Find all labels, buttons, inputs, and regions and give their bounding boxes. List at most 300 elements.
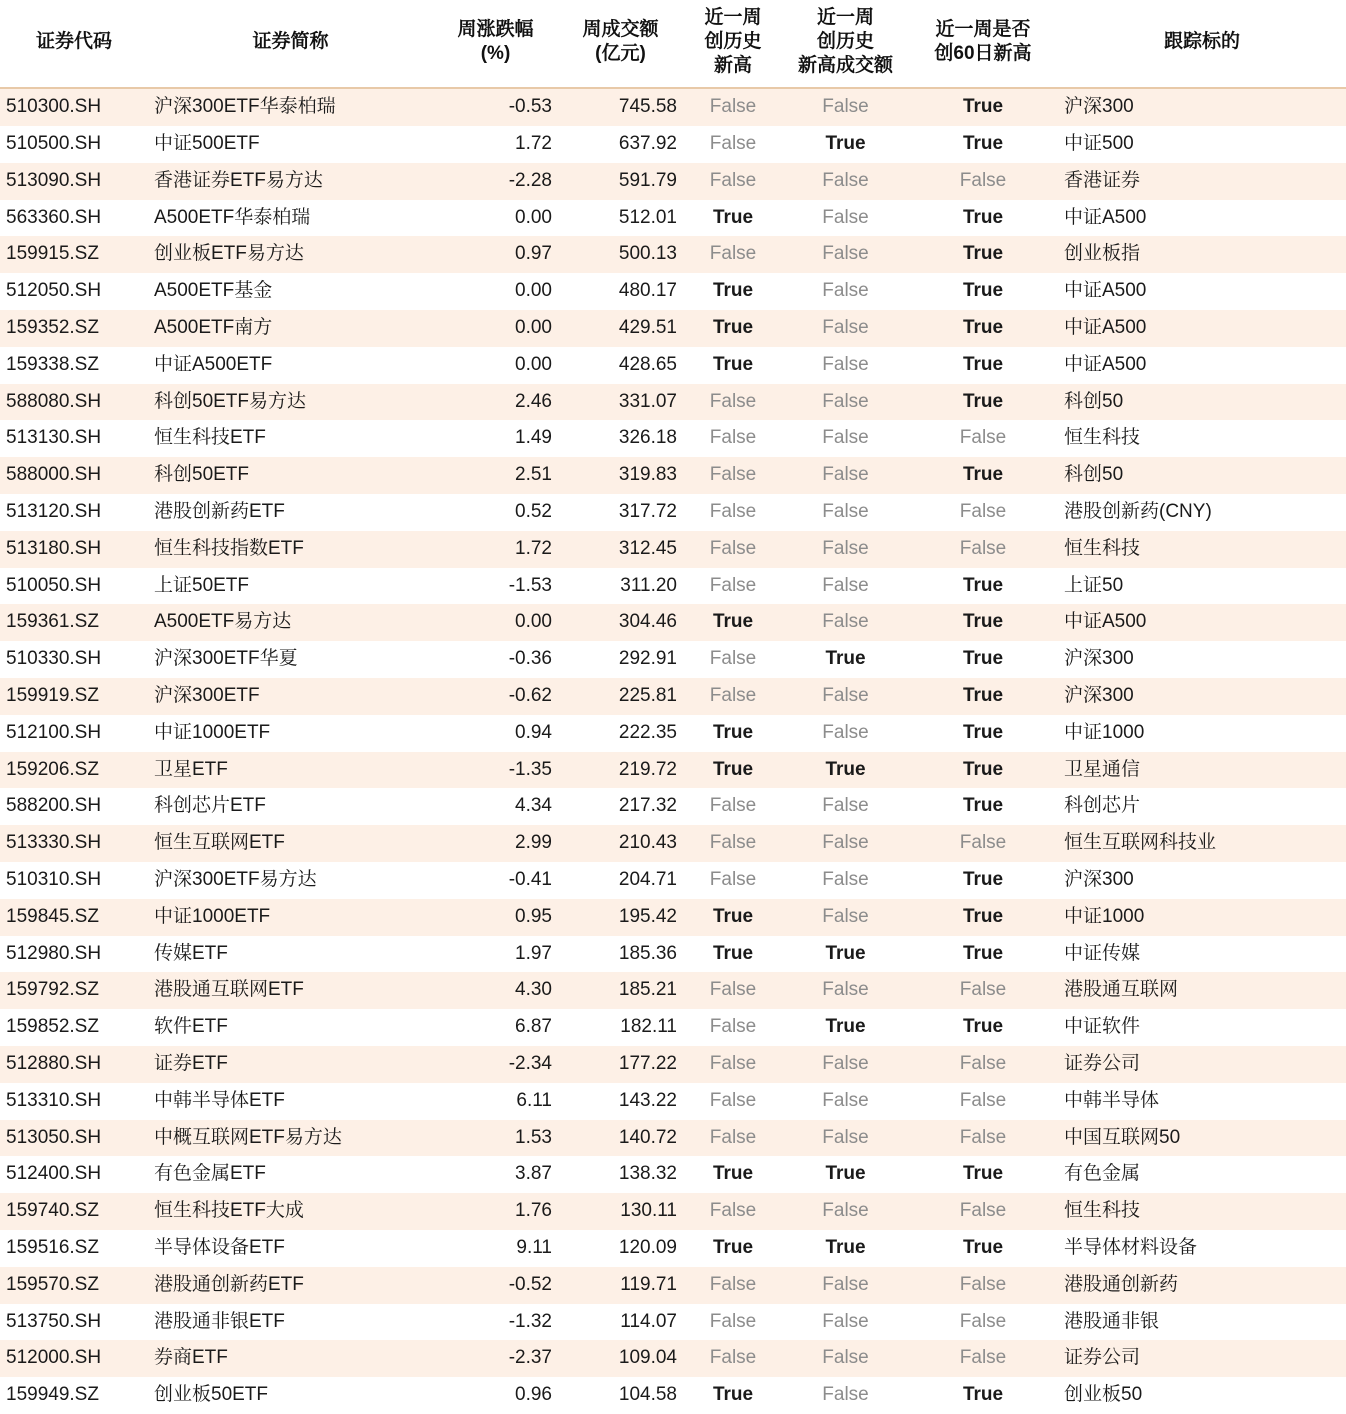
table-row <box>0 1304 1346 1341</box>
cell-record-high-value: False <box>709 574 757 596</box>
table-row <box>0 310 1346 347</box>
cell-60day-high <box>908 972 1058 1009</box>
cell-weekly-change: 0.95 <box>433 899 558 936</box>
cell-security-code: 510050.SH <box>0 568 148 605</box>
cell-security-name: 沪深300ETF易方达 <box>148 862 433 899</box>
cell-record-high-turnover <box>783 678 908 715</box>
cell-60day-high-value: True <box>962 243 1004 265</box>
cell-60day-high-value: False <box>959 427 1007 449</box>
cell-record-high-turnover <box>783 457 908 494</box>
cell-60day-high <box>908 641 1058 678</box>
cell-record-high-turnover <box>783 163 908 200</box>
cell-60day-high-value: False <box>959 537 1007 559</box>
table-header-row <box>0 0 1346 88</box>
cell-record-high-value: True <box>712 1236 754 1258</box>
cell-tracking-index: 中证传媒 <box>1058 936 1346 973</box>
cell-60day-high-value: True <box>962 280 1004 302</box>
cell-60day-high <box>908 1193 1058 1230</box>
cell-60day-high-value: False <box>959 1126 1007 1148</box>
cell-record-high-turnover <box>783 420 908 457</box>
table-row <box>0 88 1346 126</box>
cell-record-high-turnover <box>783 1009 908 1046</box>
cell-60day-high-value: True <box>962 758 1004 780</box>
cell-60day-high <box>908 273 1058 310</box>
column-header-name-label: 证券简称 <box>252 30 329 52</box>
cell-tracking-index: 中韩半导体 <box>1058 1083 1346 1120</box>
cell-60day-high <box>908 88 1058 126</box>
table-row <box>0 200 1346 237</box>
cell-60day-high <box>908 899 1058 936</box>
cell-record-high <box>683 568 783 605</box>
cell-weekly-change: 0.00 <box>433 200 558 237</box>
cell-weekly-turnover: 219.72 <box>558 752 683 789</box>
cell-security-code: 510500.SH <box>0 126 148 163</box>
cell-record-high-value: True <box>712 353 754 375</box>
cell-weekly-change: 1.49 <box>433 420 558 457</box>
cell-60day-high-value: False <box>959 832 1007 854</box>
cell-weekly-turnover: 185.21 <box>558 972 683 1009</box>
table-row <box>0 1009 1346 1046</box>
cell-60day-high-value: False <box>959 1347 1007 1369</box>
cell-record-high-turnover <box>783 236 908 273</box>
cell-weekly-change: 1.97 <box>433 936 558 973</box>
cell-record-high-turnover <box>783 899 908 936</box>
cell-weekly-turnover: 204.71 <box>558 862 683 899</box>
cell-record-high-turnover <box>783 604 908 641</box>
table-row <box>0 1193 1346 1230</box>
cell-record-high-turnover <box>783 1083 908 1120</box>
cell-record-high-turnover-value: False <box>822 795 869 817</box>
table-row <box>0 236 1346 273</box>
cell-record-high <box>683 200 783 237</box>
cell-60day-high-value: True <box>962 317 1004 339</box>
cell-tracking-index: 沪深300 <box>1058 678 1346 715</box>
table-row <box>0 862 1346 899</box>
cell-record-high-turnover-value: False <box>822 206 869 228</box>
cell-weekly-turnover: 185.36 <box>558 936 683 973</box>
table-row <box>0 568 1346 605</box>
cell-record-high-turnover <box>783 972 908 1009</box>
table-row <box>0 1230 1346 1267</box>
cell-record-high-turnover <box>783 200 908 237</box>
cell-record-high-value: False <box>709 979 757 1001</box>
cell-weekly-turnover: 428.65 <box>558 347 683 384</box>
cell-60day-high-value: True <box>962 611 1004 633</box>
cell-security-code: 512100.SH <box>0 715 148 752</box>
cell-tracking-index: 有色金属 <box>1058 1156 1346 1193</box>
cell-tracking-index: 沪深300 <box>1058 862 1346 899</box>
cell-60day-high-value: True <box>962 574 1004 596</box>
cell-record-high <box>683 494 783 531</box>
cell-record-high-turnover-value: False <box>822 390 869 412</box>
cell-60day-high <box>908 163 1058 200</box>
cell-60day-high-value: False <box>959 1273 1007 1295</box>
cell-record-high-value: False <box>709 648 757 670</box>
cell-60day-high-value: True <box>962 464 1004 486</box>
cell-record-high-turnover-value: True <box>825 1236 866 1258</box>
cell-record-high-turnover-value: False <box>822 574 869 596</box>
cell-60day-high <box>908 1083 1058 1120</box>
cell-security-code: 159845.SZ <box>0 899 148 936</box>
cell-record-high <box>683 899 783 936</box>
cell-60day-high-value: True <box>962 905 1004 927</box>
cell-weekly-change: 1.72 <box>433 531 558 568</box>
cell-weekly-change: -0.36 <box>433 641 558 678</box>
cell-security-code: 512980.SH <box>0 936 148 973</box>
cell-record-high-value: False <box>709 390 757 412</box>
cell-security-name: 科创50ETF易方达 <box>148 384 433 421</box>
cell-record-high-value: False <box>709 685 757 706</box>
cell-tracking-index: 证券公司 <box>1058 1340 1346 1377</box>
cell-record-high-turnover-value: False <box>822 1273 869 1295</box>
cell-tracking-index: 港股通非银 <box>1058 1304 1346 1341</box>
cell-weekly-change: 1.76 <box>433 1193 558 1230</box>
cell-security-code: 513050.SH <box>0 1120 148 1157</box>
cell-tracking-index: 香港证券 <box>1058 163 1346 200</box>
cell-weekly-turnover: 140.72 <box>558 1120 683 1157</box>
cell-record-high <box>683 936 783 973</box>
cell-security-code: 159206.SZ <box>0 752 148 789</box>
cell-weekly-turnover: 138.32 <box>558 1156 683 1193</box>
cell-security-name: 恒生科技ETF <box>148 420 433 457</box>
cell-security-name: 港股通创新药ETF <box>148 1267 433 1304</box>
cell-record-high <box>683 236 783 273</box>
cell-security-code: 159919.SZ <box>0 678 148 715</box>
cell-weekly-turnover: 120.09 <box>558 1230 683 1267</box>
cell-security-name: 有色金属ETF <box>148 1156 433 1193</box>
cell-record-high-turnover <box>783 88 908 126</box>
cell-security-name: A500ETF华泰柏瑞 <box>148 200 433 237</box>
cell-tracking-index: 恒生互联网科技业 <box>1058 825 1346 862</box>
cell-record-high-turnover <box>783 568 908 605</box>
table-row <box>0 788 1346 825</box>
cell-weekly-change: 1.53 <box>433 1120 558 1157</box>
cell-record-high-turnover-value: False <box>822 832 869 854</box>
cell-security-code: 510310.SH <box>0 862 148 899</box>
cell-weekly-turnover: 177.22 <box>558 1046 683 1083</box>
cell-weekly-turnover: 637.92 <box>558 126 683 163</box>
cell-security-name: 沪深300ETF <box>148 678 433 715</box>
cell-record-high-value: True <box>712 206 754 228</box>
cell-weekly-turnover: 500.13 <box>558 236 683 273</box>
cell-tracking-index: 中证软件 <box>1058 1009 1346 1046</box>
cell-record-high-turnover-value: False <box>822 317 869 339</box>
cell-security-name: A500ETF基金 <box>148 273 433 310</box>
cell-60day-high-value: False <box>959 1310 1007 1332</box>
table-row <box>0 1120 1346 1157</box>
cell-tracking-index: 半导体材料设备 <box>1058 1230 1346 1267</box>
cell-weekly-change: 0.00 <box>433 347 558 384</box>
cell-record-high-value: False <box>709 169 757 191</box>
cell-record-high-turnover-value: False <box>822 721 869 743</box>
cell-weekly-change: -0.53 <box>433 88 558 126</box>
cell-tracking-index: 恒生科技 <box>1058 420 1346 457</box>
table-row <box>0 1046 1346 1083</box>
cell-security-name: 科创50ETF <box>148 457 433 494</box>
table-row <box>0 972 1346 1009</box>
cell-record-high-value: False <box>709 868 757 890</box>
cell-60day-high-value: True <box>962 795 1004 817</box>
cell-record-high-value: True <box>712 280 754 302</box>
column-header-tracking-index: 跟踪标的 <box>1058 0 1346 88</box>
cell-tracking-index: 科创50 <box>1058 384 1346 421</box>
cell-weekly-change: 0.52 <box>433 494 558 531</box>
cell-record-high-value: True <box>712 1163 754 1185</box>
cell-record-high-turnover-value: False <box>822 611 869 633</box>
cell-weekly-change: 2.99 <box>433 825 558 862</box>
cell-60day-high-value: False <box>959 979 1007 1001</box>
cell-60day-high <box>908 1120 1058 1157</box>
cell-weekly-turnover: 104.58 <box>558 1377 683 1414</box>
cell-record-high <box>683 1230 783 1267</box>
cell-weekly-turnover: 745.58 <box>558 88 683 126</box>
cell-weekly-change: 0.00 <box>433 604 558 641</box>
cell-weekly-turnover: 292.91 <box>558 641 683 678</box>
cell-weekly-turnover: 326.18 <box>558 420 683 457</box>
cell-weekly-turnover: 182.11 <box>558 1009 683 1046</box>
cell-record-high-value: False <box>709 427 757 449</box>
cell-record-high-value: False <box>709 1200 757 1222</box>
cell-record-high-turnover <box>783 1340 908 1377</box>
cell-60day-high <box>908 200 1058 237</box>
cell-security-name: 中概互联网ETF易方达 <box>148 1120 433 1157</box>
cell-60day-high <box>908 531 1058 568</box>
table-row <box>0 825 1346 862</box>
cell-tracking-index: 卫星通信 <box>1058 752 1346 789</box>
cell-security-code: 513180.SH <box>0 531 148 568</box>
cell-record-high-value: False <box>709 1016 757 1038</box>
cell-record-high-turnover-value: False <box>822 427 869 449</box>
cell-weekly-change: 0.00 <box>433 310 558 347</box>
cell-record-high-value: False <box>709 1273 757 1295</box>
cell-tracking-index: 创业板指 <box>1058 236 1346 273</box>
cell-record-high <box>683 752 783 789</box>
cell-record-high-turnover-value: False <box>822 501 869 523</box>
cell-record-high <box>683 310 783 347</box>
cell-record-high-value: True <box>712 721 754 743</box>
cell-record-high <box>683 1083 783 1120</box>
cell-security-name: 恒生科技指数ETF <box>148 531 433 568</box>
cell-record-high <box>683 1009 783 1046</box>
cell-weekly-change: 2.46 <box>433 384 558 421</box>
cell-60day-high-value: True <box>962 942 1004 964</box>
cell-60day-high <box>908 457 1058 494</box>
cell-record-high-turnover-value: False <box>822 243 869 265</box>
table-row <box>0 347 1346 384</box>
cell-security-code: 159949.SZ <box>0 1377 148 1414</box>
cell-60day-high-value: False <box>959 1089 1007 1111</box>
cell-60day-high-value: True <box>962 648 1004 670</box>
cell-60day-high-value: False <box>959 501 1007 523</box>
cell-weekly-turnover: 319.83 <box>558 457 683 494</box>
cell-record-high-turnover <box>783 347 908 384</box>
cell-weekly-change: -0.62 <box>433 678 558 715</box>
cell-security-name: 恒生互联网ETF <box>148 825 433 862</box>
cell-record-high-turnover <box>783 862 908 899</box>
column-header-weekly-change: 周涨跌幅 (%) <box>433 0 558 88</box>
table-row <box>0 604 1346 641</box>
cell-security-code: 159352.SZ <box>0 310 148 347</box>
cell-record-high <box>683 678 783 715</box>
cell-record-high-turnover-value: True <box>825 648 866 670</box>
cell-record-high-turnover-value: False <box>822 868 869 890</box>
cell-security-code: 563360.SH <box>0 200 148 237</box>
table-body <box>0 88 1346 1414</box>
cell-60day-high <box>908 126 1058 163</box>
cell-security-name: 券商ETF <box>148 1340 433 1377</box>
cell-60day-high-value: True <box>962 685 1004 706</box>
cell-security-name: 中证1000ETF <box>148 899 433 936</box>
cell-tracking-index: 科创芯片 <box>1058 788 1346 825</box>
cell-security-name: A500ETF南方 <box>148 310 433 347</box>
cell-record-high <box>683 715 783 752</box>
cell-record-high-value: False <box>709 1089 757 1111</box>
cell-security-name: 传媒ETF <box>148 936 433 973</box>
table-row <box>0 1156 1346 1193</box>
cell-security-name: 中证500ETF <box>148 126 433 163</box>
cell-security-code: 588080.SH <box>0 384 148 421</box>
cell-weekly-turnover: 130.11 <box>558 1193 683 1230</box>
cell-60day-high <box>908 1340 1058 1377</box>
cell-weekly-turnover: 311.20 <box>558 568 683 605</box>
cell-tracking-index: 中证1000 <box>1058 899 1346 936</box>
cell-weekly-turnover: 317.72 <box>558 494 683 531</box>
cell-security-code: 159570.SZ <box>0 1267 148 1304</box>
cell-tracking-index: 恒生科技 <box>1058 531 1346 568</box>
cell-record-high <box>683 1304 783 1341</box>
cell-60day-high <box>908 604 1058 641</box>
cell-record-high-turnover-value: False <box>822 280 869 302</box>
cell-60day-high <box>908 420 1058 457</box>
cell-record-high-turnover-value: False <box>822 1126 869 1148</box>
cell-security-name: 港股通非银ETF <box>148 1304 433 1341</box>
cell-record-high-turnover <box>783 1267 908 1304</box>
table-row <box>0 936 1346 973</box>
cell-record-high <box>683 788 783 825</box>
cell-weekly-change: -0.52 <box>433 1267 558 1304</box>
cell-tracking-index: 证券公司 <box>1058 1046 1346 1083</box>
cell-weekly-turnover: 222.35 <box>558 715 683 752</box>
cell-record-high <box>683 347 783 384</box>
table-row <box>0 752 1346 789</box>
table-row <box>0 494 1346 531</box>
cell-60day-high <box>908 568 1058 605</box>
cell-weekly-change: -1.35 <box>433 752 558 789</box>
cell-weekly-change: 3.87 <box>433 1156 558 1193</box>
cell-record-high <box>683 88 783 126</box>
cell-security-name: 创业板50ETF <box>148 1377 433 1414</box>
cell-record-high-turnover-value: False <box>822 979 869 1001</box>
cell-record-high <box>683 1120 783 1157</box>
cell-record-high-turnover <box>783 1046 908 1083</box>
cell-60day-high-value: True <box>962 133 1004 155</box>
cell-security-code: 159516.SZ <box>0 1230 148 1267</box>
cell-record-high <box>683 1340 783 1377</box>
cell-record-high-value: False <box>709 1347 757 1369</box>
cell-security-name: 创业板ETF易方达 <box>148 236 433 273</box>
cell-60day-high <box>908 825 1058 862</box>
cell-record-high <box>683 163 783 200</box>
cell-weekly-change: 0.96 <box>433 1377 558 1414</box>
cell-record-high-turnover <box>783 1120 908 1157</box>
table-row <box>0 126 1346 163</box>
cell-record-high-turnover <box>783 752 908 789</box>
column-header-name <box>148 0 433 88</box>
cell-tracking-index: 中证1000 <box>1058 715 1346 752</box>
cell-record-high-turnover-value: False <box>822 685 869 706</box>
cell-weekly-turnover: 217.32 <box>558 788 683 825</box>
table-row <box>0 531 1346 568</box>
cell-security-name: 沪深300ETF华夏 <box>148 641 433 678</box>
cell-weekly-turnover: 312.45 <box>558 531 683 568</box>
cell-record-high-value: True <box>712 1384 754 1406</box>
cell-weekly-change: 6.87 <box>433 1009 558 1046</box>
cell-60day-high <box>908 1377 1058 1414</box>
cell-60day-high <box>908 1267 1058 1304</box>
cell-60day-high <box>908 1156 1058 1193</box>
cell-60day-high <box>908 788 1058 825</box>
cell-record-high-turnover-value: False <box>822 96 869 118</box>
table-row <box>0 457 1346 494</box>
cell-record-high-turnover-value: False <box>822 1200 869 1222</box>
cell-security-name: 中证A500ETF <box>148 347 433 384</box>
cell-security-name: 恒生科技ETF大成 <box>148 1193 433 1230</box>
cell-weekly-turnover: 591.79 <box>558 163 683 200</box>
cell-security-code: 159852.SZ <box>0 1009 148 1046</box>
cell-record-high-value: False <box>709 133 757 155</box>
cell-record-high-value: False <box>709 537 757 559</box>
cell-record-high-turnover-value: False <box>822 537 869 559</box>
cell-security-name: 港股创新药ETF <box>148 494 433 531</box>
cell-record-high-value: True <box>712 905 754 927</box>
cell-60day-high-value: True <box>962 206 1004 228</box>
cell-security-code: 159792.SZ <box>0 972 148 1009</box>
table-row <box>0 678 1346 715</box>
cell-weekly-turnover: 331.07 <box>558 384 683 421</box>
cell-60day-high <box>908 1230 1058 1267</box>
cell-60day-high <box>908 936 1058 973</box>
cell-weekly-change: 4.30 <box>433 972 558 1009</box>
cell-record-high-turnover <box>783 1230 908 1267</box>
cell-record-high <box>683 1377 783 1414</box>
cell-tracking-index: 港股通互联网 <box>1058 972 1346 1009</box>
cell-record-high <box>683 1046 783 1083</box>
cell-record-high-value: True <box>712 317 754 339</box>
cell-security-name: 卫星ETF <box>148 752 433 789</box>
cell-60day-high <box>908 347 1058 384</box>
cell-record-high <box>683 1156 783 1193</box>
cell-record-high-value: False <box>709 464 757 486</box>
cell-tracking-index: 沪深300 <box>1058 88 1346 126</box>
cell-security-code: 512880.SH <box>0 1046 148 1083</box>
cell-60day-high <box>908 678 1058 715</box>
cell-record-high-turnover-value: False <box>822 1310 869 1332</box>
cell-record-high-turnover <box>783 936 908 973</box>
cell-record-high-turnover <box>783 494 908 531</box>
cell-tracking-index: 恒生科技 <box>1058 1193 1346 1230</box>
cell-security-code: 512000.SH <box>0 1340 148 1377</box>
cell-security-name: 证券ETF <box>148 1046 433 1083</box>
cell-60day-high <box>908 1046 1058 1083</box>
table-row <box>0 1267 1346 1304</box>
cell-60day-high-value: False <box>959 1052 1007 1074</box>
cell-security-code: 513310.SH <box>0 1083 148 1120</box>
cell-record-high <box>683 384 783 421</box>
cell-record-high-value: False <box>709 1310 757 1332</box>
cell-60day-high-value: True <box>962 721 1004 743</box>
cell-weekly-turnover: 512.01 <box>558 200 683 237</box>
cell-60day-high <box>908 1304 1058 1341</box>
